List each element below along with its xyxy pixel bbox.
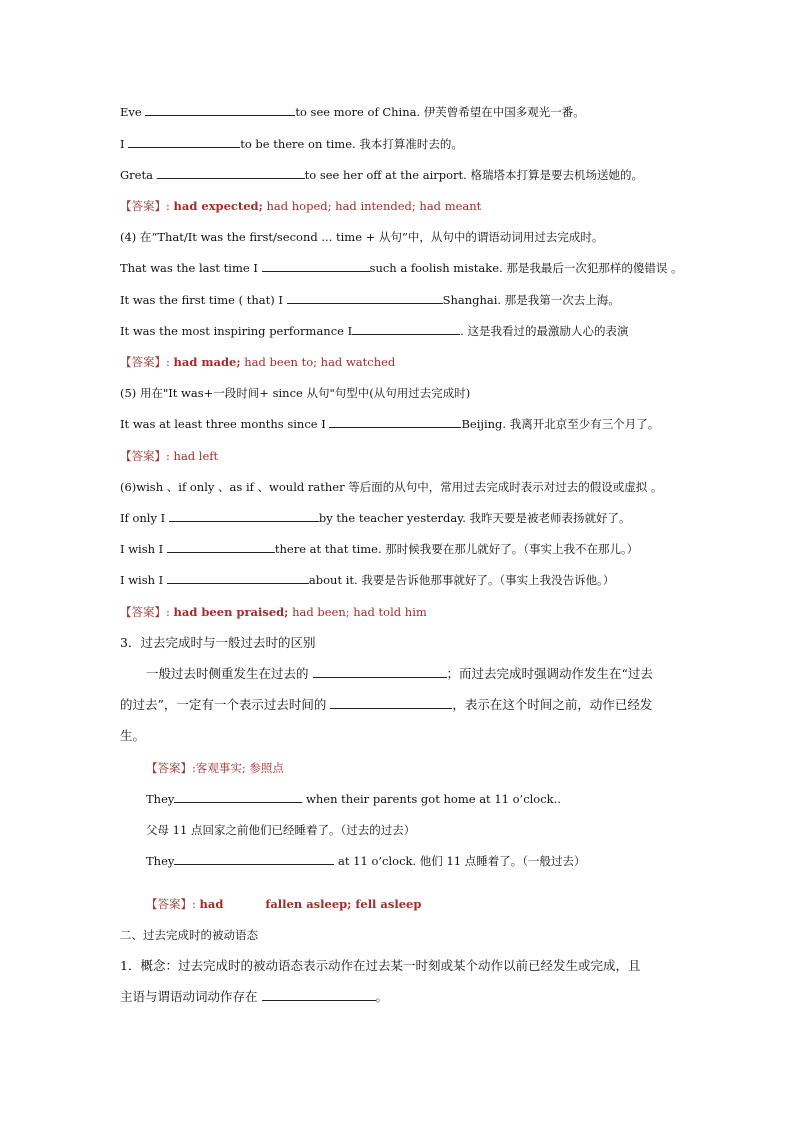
sentence-they-fell: They at 11 o’clock. 他们 11 点睡着了。（一般过去） — [146, 854, 586, 868]
paragraph-line-1: 一般过去时侧重发生在过去的 ；而过去完成时强调动作发生在“过去 — [146, 666, 653, 681]
answer-blank[interactable] — [352, 323, 460, 335]
answer-blank[interactable] — [262, 260, 370, 272]
sentence-since: It was at least three months since I Beijing. 我离开北京至少有三个月了。 — [120, 417, 660, 431]
sentence-greta: Greta to see her off at the airport. 格瑞塔本打算是要去机场送她的。 — [120, 168, 643, 182]
answer-2: 【答案】: had made; had been to; had watched — [120, 355, 396, 369]
section-3-heading: 3．过去完成时与一般过去时的区别 — [120, 635, 316, 650]
answer-blank[interactable] — [330, 697, 452, 709]
rule-6-heading: (6)wish 、if only 、as if 、would rather 等后面的从句中，常用过去完成时表示对过去的假设或虚拟 。 — [120, 480, 663, 494]
concept-line-2: 主语与谓语动词动作存在 。 — [120, 989, 389, 1004]
sentence-last-time: That was the last time I such a foolish mistake. 那是我最后一次犯那样的傻错误 。 — [120, 261, 683, 275]
answer-blank[interactable] — [262, 989, 376, 1001]
answer-4: 【答案】: had been praised; had been; had told him — [120, 605, 427, 619]
answer-blank[interactable] — [174, 791, 302, 803]
sentence-performance: It was the most inspiring performance I . 这是我看过的最激励人心的表演 — [120, 324, 629, 338]
concept-line-1: 1．概念：过去完成时的被动语态表示动作在过去某一时刻或某个动作以前已经发生或完成，且 — [120, 958, 641, 973]
sentence-wish-told: I wish I about it. 我要是告诉他那事就好了。（事实上我没告诉他。） — [120, 573, 615, 587]
translation-line: 父母 11 点回家之前他们已经睡着了。（过去的过去） — [146, 823, 416, 837]
sentence-they-fallen: They when their parents got home at 11 o’clock.. — [146, 792, 561, 806]
answer-5: 【答案】:客观事实; 参照点 — [146, 761, 284, 775]
answer-blank[interactable] — [174, 853, 334, 865]
answer-blank[interactable] — [313, 666, 447, 678]
section-2-heading: 二、过去完成时的被动语态 — [120, 928, 258, 942]
answer-blank[interactable] — [167, 541, 275, 553]
sentence-if-only: If only I by the teacher yesterday. 我昨天要是被老师表扬就好了。 — [120, 511, 631, 525]
answer-blank[interactable] — [157, 167, 305, 179]
rule-4-heading: (4) 在“That/It was the first/second ... time + 从句”中，从句中的谓语动词用过去完成时。 — [120, 230, 604, 244]
answer-blank[interactable] — [128, 136, 240, 148]
answer-6: 【答案】: had fallen asleep; fell asleep — [146, 897, 422, 911]
paragraph-line-3: 生。 — [120, 728, 146, 743]
sentence-eve: Eve to see more of China. 伊芙曾希望在中国多观光一番。 — [120, 105, 585, 119]
rule-5-heading: (5) 用在"It was+一段时间+ since 从句"句型中(从句用过去完成时) — [120, 386, 471, 400]
answer-blank[interactable] — [167, 572, 309, 584]
sentence-wish-there: I wish I there at that time. 那时候我要在那儿就好了。（事实上我不在那儿。） — [120, 542, 639, 556]
answer-blank[interactable] — [287, 292, 443, 304]
answer-1: 【答案】: had expected; had hoped; had intended; had meant — [120, 199, 482, 213]
answer-blank[interactable] — [145, 104, 295, 116]
sentence-i-meant: I to be there on time. 我本打算准时去的。 — [120, 137, 463, 151]
answer-3: 【答案】: had left — [120, 449, 219, 463]
paragraph-line-2: 的过去”，一定有一个表示过去时间的 ，表示在这个时间之前，动作已经发 — [120, 697, 653, 712]
answer-blank[interactable] — [329, 416, 461, 428]
answer-blank[interactable] — [169, 510, 319, 522]
sentence-first-time: It was the first time ( that) I Shanghai. 那是我第一次去上海。 — [120, 293, 620, 307]
